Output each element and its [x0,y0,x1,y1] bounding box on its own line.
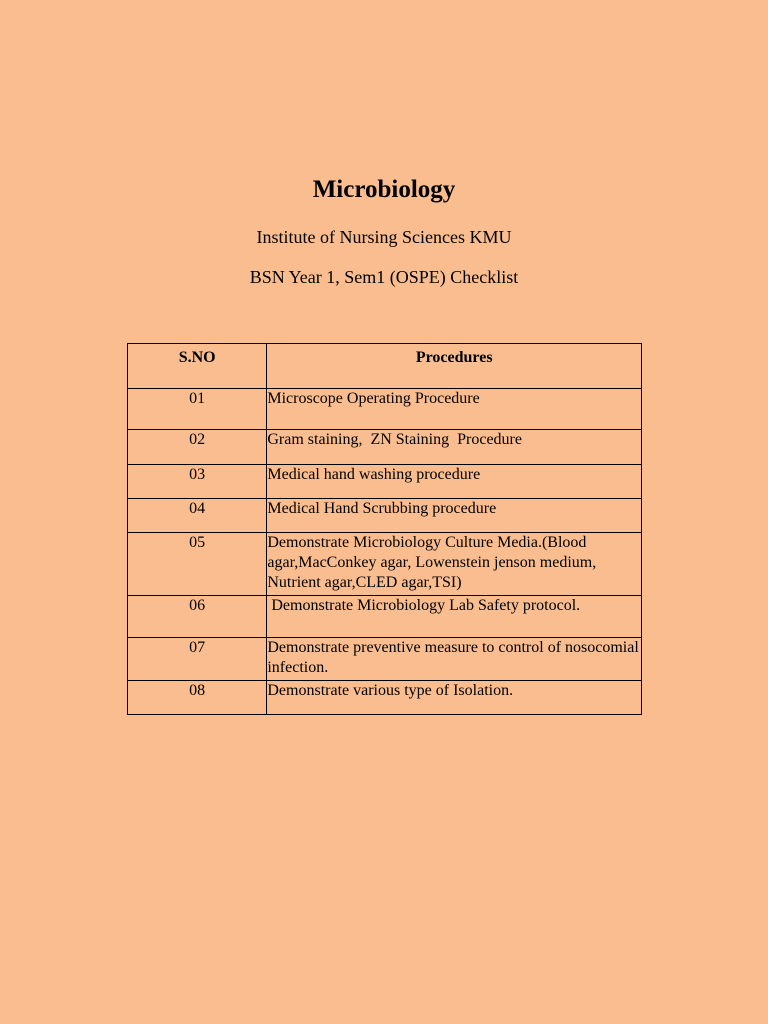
row-number: 03 [128,465,267,499]
header-sno: S.NO [128,344,267,389]
table-row [128,465,642,499]
row-number: 01 [128,389,267,430]
row-number: 04 [128,499,267,533]
row-number: 07 [128,638,267,681]
document-title: Microbiology [312,176,456,203]
table-row [128,533,642,596]
row-procedure: Demonstrate various type of Isolation. [267,681,642,715]
table-header-row [128,344,642,389]
table-row [128,499,642,533]
row-number: 06 [128,596,267,638]
procedures-table [127,343,642,715]
row-procedure: Gram staining, ZN Staining Procedure [267,430,642,465]
row-procedure: Medical hand washing procedure [267,465,642,499]
row-procedure: Demonstrate Microbiology Lab Safety protocol. [267,596,642,638]
row-procedure: Demonstrate Microbiology Culture Media.(Blood agar,MacConkey agar, Lowenstein jenson medium, Nutrient agar,CLED agar,TSI) [267,533,642,596]
table-row [128,389,642,430]
row-number: 08 [128,681,267,715]
table-row [128,596,642,638]
header-procedures: Procedures [267,344,642,389]
table-row [128,638,642,681]
row-number: 02 [128,430,267,465]
row-procedure: Demonstrate preventive measure to control of nosocomial infection. [267,638,642,681]
institute-subtitle: Institute of Nursing Sciences KMU [256,227,512,247]
row-number: 05 [128,533,267,596]
row-procedure: Microscope Operating Procedure [267,389,642,430]
table-row [128,681,642,715]
checklist-subtitle: BSN Year 1, Sem1 (OSPE) Checklist [249,267,519,287]
table-row [128,430,642,465]
row-procedure: Medical Hand Scrubbing procedure [267,499,642,533]
